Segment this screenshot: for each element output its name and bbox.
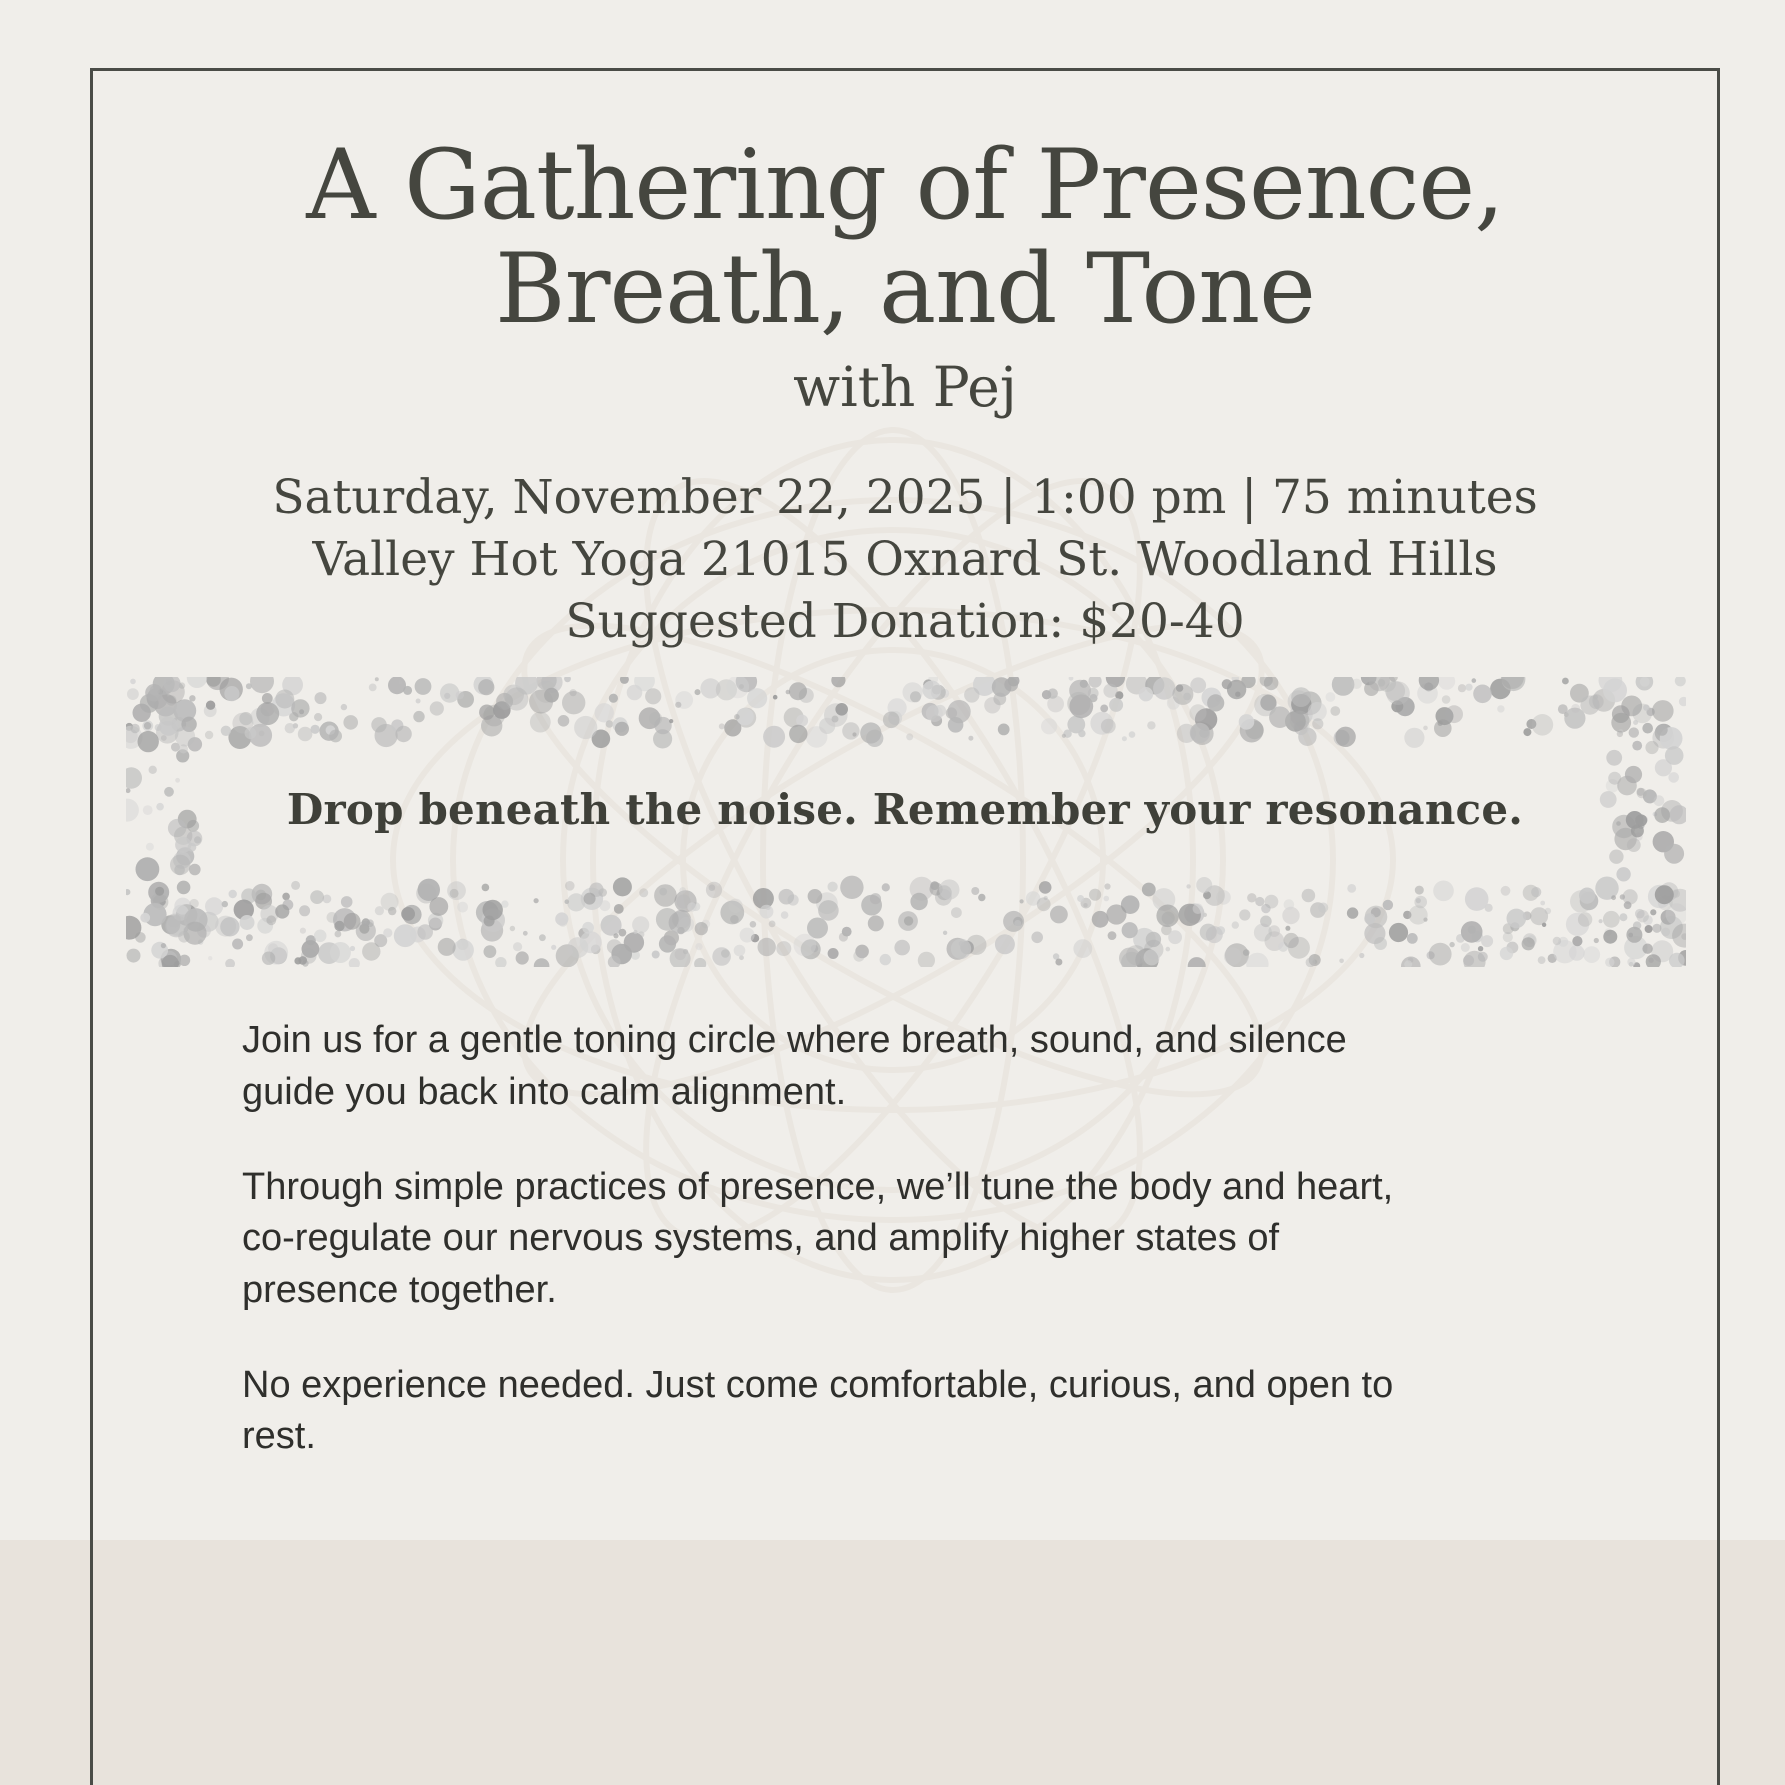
facilitator-name: with Pej	[793, 355, 1017, 420]
description-paragraph-3: No experience needed. Just come comfortable, curious, and open to rest.	[242, 1363, 1394, 1458]
event-location: Valley Hot Yoga 21015 Oxnard St. Woodland Hills	[312, 532, 1498, 588]
tagline-banner	[126, 677, 1684, 967]
event-date-time: Saturday, November 22, 2025 | 1:00 pm | 75 minutes	[272, 470, 1538, 526]
description-paragraph-2: Through simple practices of presence, we’ll tune the body and heart, co-regulate our nervous systems, and amplify higher states of presence together.	[242, 1166, 1394, 1311]
description-block	[242, 1015, 1442, 1462]
tagline-text: Drop beneath the noise. Remember your resonance.	[286, 785, 1524, 835]
event-details	[146, 467, 1664, 653]
description-paragraph-1: Join us for a gentle toning circle where breath, sound, and silence guide you back into calm alignment.	[242, 1019, 1347, 1113]
poster-content	[90, 68, 1720, 1785]
page-title: A Gathering of Presence, Breath, and Tone	[306, 129, 1504, 345]
event-donation: Suggested Donation: $20-40	[565, 594, 1245, 650]
